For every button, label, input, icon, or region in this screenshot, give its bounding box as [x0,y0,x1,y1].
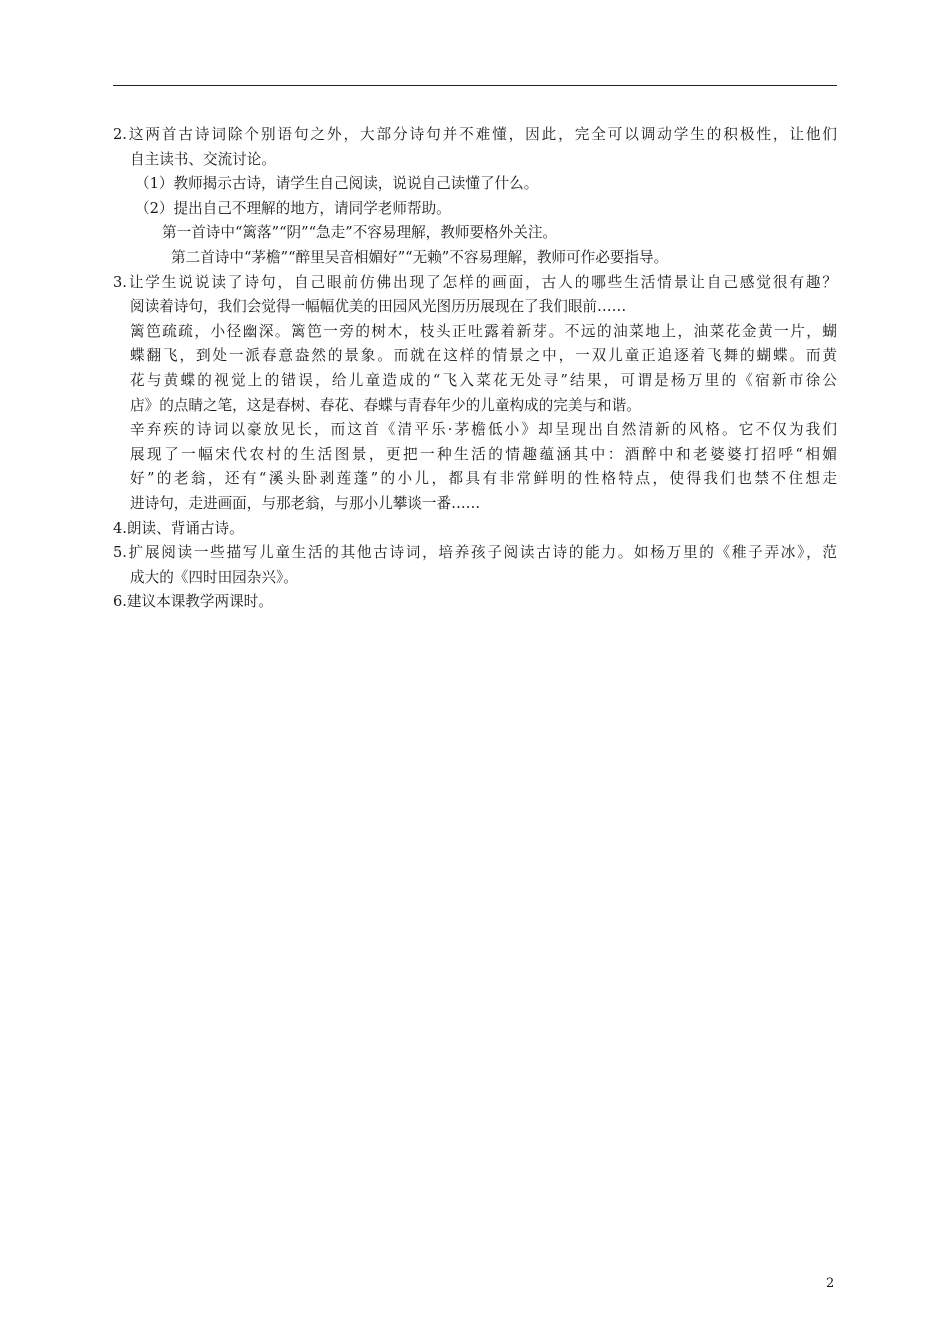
scene-1-line-1: 篱笆疏疏，小径幽深。篱笆一旁的树木，枝头正吐露着新芽。不远的油菜地上，油菜花金黄一片，蝴 [130,322,837,340]
scene-2-line-3: 好”的老翁，还有“溪头卧剥莲蓬”的小儿，都具有非常鲜明的性格特点，使得我们也禁不住想走 [130,470,837,488]
header-rule [113,85,837,86]
item-2-line-2: 自主读书、交流讨论。 [130,150,276,168]
scene-1-line-2: 蝶翻飞，到处一派春意盎然的景象。而就在这样的情景之中，一双儿童正追逐着飞舞的蝴蝶。而黄 [130,347,837,365]
sub-item-1: （1）教师揭示古诗，请学生自己阅读，说说自己读懂了什么。 [135,175,539,193]
scene-1-line-3: 花与黄蝶的视觉上的错误，给儿童造成的“飞入菜花无处寻”结果，可谓是杨万里的《宿新市徐公 [130,371,837,389]
item-3-line-1: 3.让学生说说读了诗句，自己眼前仿佛出现了怎样的画面，古人的哪些生活情景让自己感觉很有趣？ [113,273,837,291]
item-5-line-1: 5.扩展阅读一些描写儿童生活的其他古诗词，培养孩子阅读古诗的能力。如杨万里的《稚子弄冰》，范 [113,544,837,562]
item-6: 6.建议本课教学两课时。 [113,593,273,611]
note-poem-2: 第二首诗中“茅檐”“醉里吴音相媚好”“无赖”不容易理解，教师可作必要指导。 [171,248,669,266]
scene-2-line-1: 辛弃疾的诗词以豪放见长，而这首《清平乐·茅檐低小》却呈现出自然清新的风格。它不仅为我们 [130,421,837,439]
item-4: 4.朗读、背诵古诗。 [113,519,244,537]
scene-2-line-4: 进诗句，走进画面，与那老翁，与那小儿攀谈一番…… [130,494,481,512]
note-poem-1: 第一首诗中“篱落”“阴”“急走”不容易理解，教师要格外关注。 [162,224,558,242]
sub-item-2: （2）提出自己不理解的地方，请同学老师帮助。 [135,199,451,217]
scene-2-line-2: 展现了一幅宋代农村的生活图景，更把一种生活的情趣蕴涵其中：酒醉中和老婆婆打招呼“相媚 [130,445,837,463]
item-2-line-1: 2.这两首古诗词除个别语句之外，大部分诗句并不难懂，因此，完全可以调动学生的积极性，让他们 [113,126,837,143]
item-5-line-2: 成大的《四时田园杂兴》。 [130,568,298,586]
scene-1-line-4: 店》的点睛之笔，这是春树、春花、春蝶与青春年少的儿童构成的完美与和谐。 [130,396,641,414]
reading-intro: 阅读着诗句，我们会觉得一幅幅优美的田园风光图历历展现在了我们眼前…… [130,298,627,316]
page-number: 2 [826,1276,835,1291]
document-body [113,123,837,615]
